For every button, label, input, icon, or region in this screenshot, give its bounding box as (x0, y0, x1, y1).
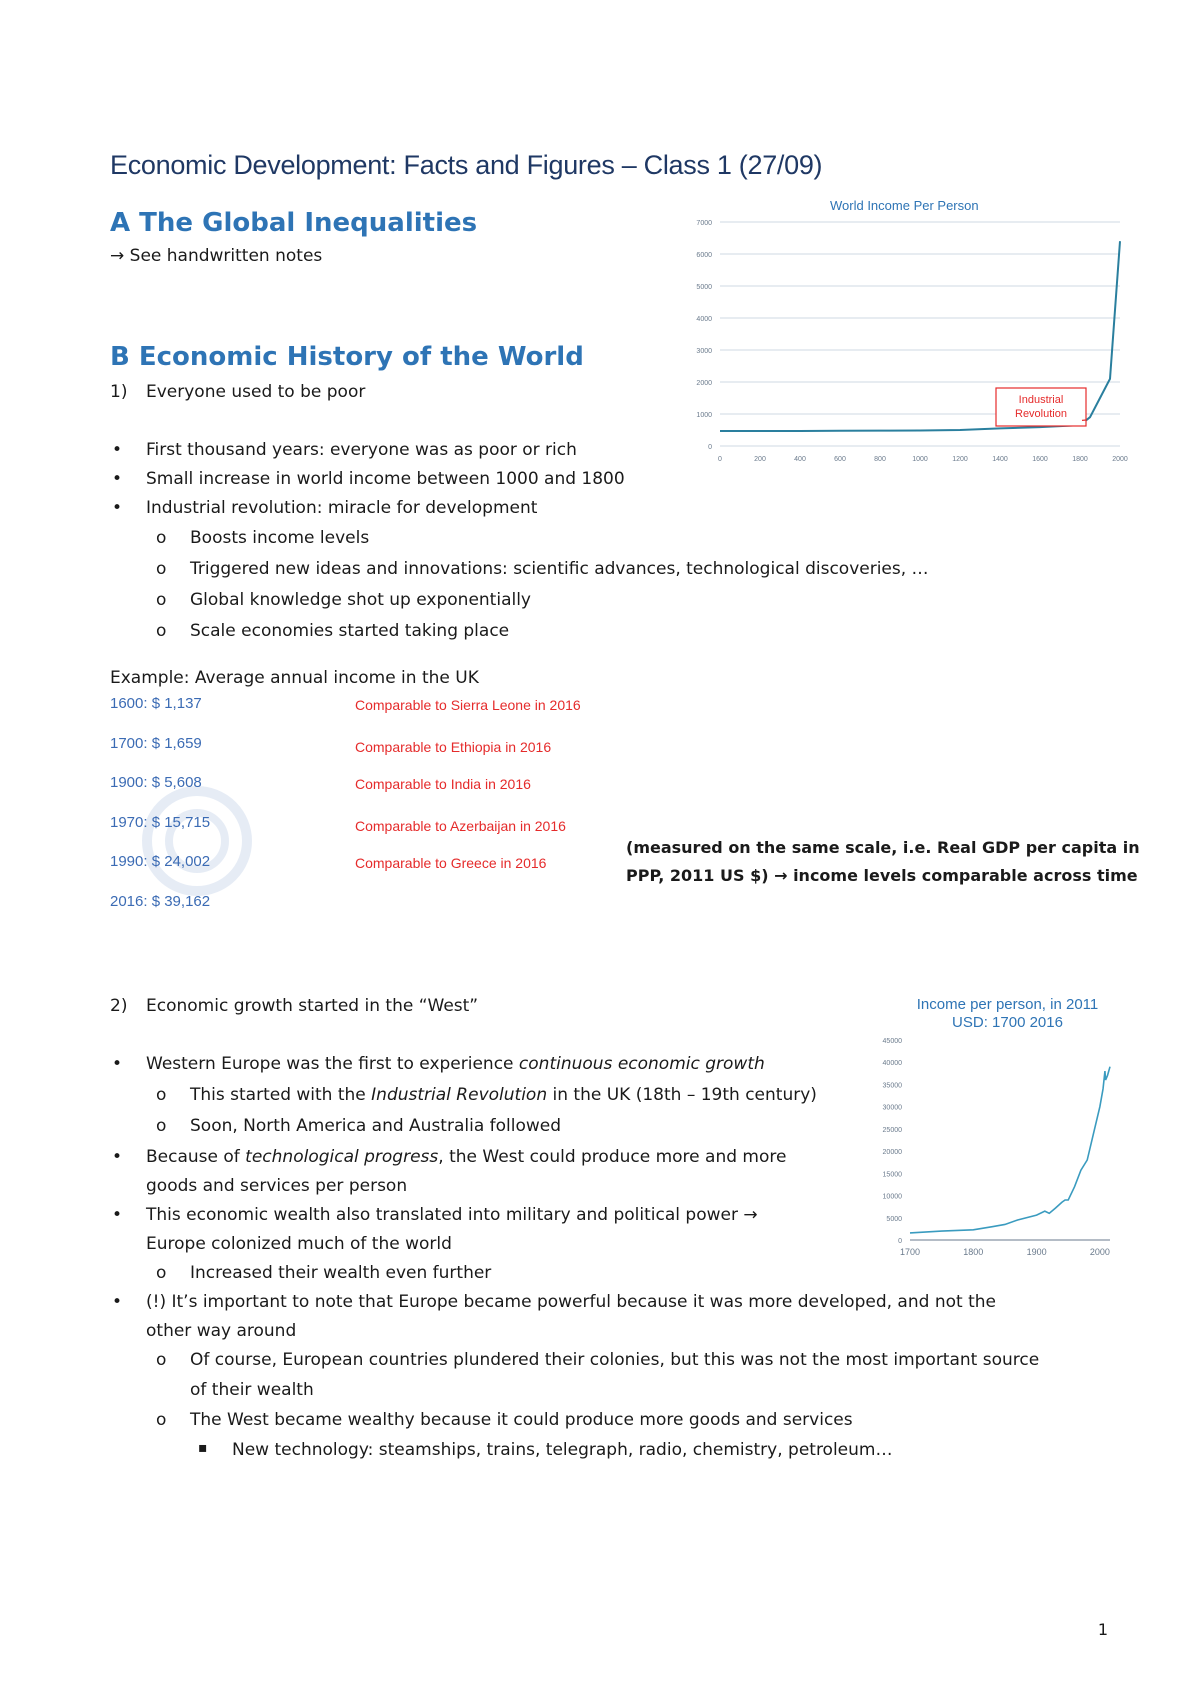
sub-bullet-marker (156, 1410, 166, 1430)
p2-sub-5: The West became wealthy because it could produce more goods and services (190, 1410, 853, 1430)
p2-bullet-2: Because of technological progress, the West could produce more and more (146, 1147, 787, 1167)
x-tick-label: 800 (874, 456, 886, 463)
p2-bullet-4-cont: other way around (146, 1321, 297, 1341)
sub-bullet-marker (156, 1116, 166, 1136)
x-tick-label: 0 (718, 456, 722, 463)
example-year-row: 1700: $ 1,659 (110, 735, 202, 752)
annotation-label-line1: Industrial (1018, 394, 1064, 406)
chart2-title-line2: USD: 1700 2016 (952, 1014, 1063, 1031)
example-year-row: 1970: $ 15,715 (110, 814, 211, 831)
p2-bullet-3: This economic wealth also translated into military and political power → (146, 1205, 758, 1225)
x-tick-label: 2000 (1112, 456, 1128, 463)
y-tick-label: 6000 (696, 252, 712, 259)
series-line (910, 1067, 1110, 1233)
sub-bullet-marker (156, 1085, 166, 1105)
example-compare-row: Comparable to Ethiopia in 2016 (355, 739, 552, 755)
example-year-row: 1600: $ 1,137 (110, 695, 202, 712)
chart-world-income (690, 192, 1130, 474)
p2-square-1: New technology: steamships, trains, telegraph, radio, chemistry, petroleum… (232, 1440, 893, 1460)
watermark-logo-icon (142, 786, 252, 896)
p1-bullet-2: Small increase in world income between 1000 and 1800 (146, 469, 625, 489)
chart1-title: World Income Per Person (830, 198, 979, 213)
bullet-marker (112, 440, 122, 460)
x-tick-label: 1700 (899, 1247, 921, 1257)
y-tick-label: 5000 (696, 284, 712, 291)
section-b-heading: B Economic History of the World (110, 342, 584, 372)
bullet-marker (112, 1292, 122, 1312)
p2-sub-2: Soon, North America and Australia followed (190, 1116, 562, 1136)
example-compare-row: Comparable to Azerbaijan in 2016 (355, 818, 566, 834)
example-year-row: 2016: $ 39,162 (110, 893, 211, 910)
sub-bullet-marker (156, 1263, 166, 1283)
point1-label: Everyone used to be poor (146, 382, 366, 402)
x-tick-label: 600 (834, 456, 846, 463)
y-tick-label: 15000 (882, 1171, 902, 1179)
y-tick-label: 10000 (882, 1193, 902, 1201)
y-tick-label: 30000 (882, 1104, 902, 1112)
x-tick-label: 1800 (963, 1247, 984, 1257)
x-tick-label: 2000 (1089, 1247, 1110, 1257)
bullet-marker (112, 498, 122, 518)
p1-bullet-3: Industrial revolution: miracle for development (146, 498, 538, 518)
p1-sub-3: Global knowledge shot up exponentially (190, 590, 531, 610)
p2-bullet-3-cont: Europe colonized much of the world (146, 1234, 452, 1254)
x-tick-label: 400 (794, 456, 806, 463)
sub-bullet-marker (156, 559, 166, 579)
y-tick-label: 25000 (882, 1126, 902, 1134)
y-tick-label: 45000 (882, 1038, 902, 1045)
y-tick-label: 35000 (882, 1082, 902, 1090)
sub-bullet-marker (156, 1350, 166, 1370)
bullet-marker (112, 1147, 122, 1167)
bullet-marker (112, 1054, 122, 1074)
p2-sub-1: This started with the Industrial Revolution in the UK (18th – 19th century) (190, 1085, 817, 1105)
y-tick-label: 1000 (696, 412, 712, 419)
chart-uk-income (870, 990, 1120, 1270)
example-compare-row: Comparable to India in 2016 (355, 776, 531, 792)
point1-number: 1) (110, 382, 128, 402)
p2-sub-4-cont: of their wealth (190, 1380, 314, 1400)
point2-label: Economic growth started in the “West” (146, 996, 479, 1016)
p1-sub-1: Boosts income levels (190, 528, 370, 548)
page-number: 1 (1097, 1620, 1108, 1639)
p2-bullet-1: Western Europe was the first to experience continuous economic growth (146, 1054, 765, 1074)
x-tick-label: 1400 (992, 456, 1008, 463)
x-tick-label: 1000 (912, 456, 928, 463)
x-tick-label: 1600 (1032, 456, 1048, 463)
x-tick-label: 200 (754, 456, 766, 463)
sub-bullet-marker (156, 528, 166, 548)
chart2-svg (870, 990, 1120, 1270)
y-tick-label: 20000 (882, 1149, 902, 1157)
y-tick-label: 7000 (696, 220, 712, 227)
y-tick-label: 0 (708, 444, 712, 451)
y-tick-label: 4000 (696, 316, 712, 323)
bullet-marker (112, 469, 122, 489)
p2-bullet-4: (!) It’s important to note that Europe became powerful because it was more developed, and not the (146, 1292, 996, 1312)
p2-sub-3: Increased their wealth even further (190, 1263, 492, 1283)
sub-bullet-marker (156, 590, 166, 610)
p1-bullet-1: First thousand years: everyone was as poor or rich (146, 440, 577, 460)
y-tick-label: 40000 (882, 1060, 902, 1068)
x-tick-label: 1200 (952, 456, 968, 463)
x-tick-label: 1800 (1072, 456, 1088, 463)
example-note-line1: (measured on the same scale, i.e. Real GDP per capita in (626, 838, 1140, 857)
section-a-heading: A The Global Inequalities (110, 208, 478, 238)
annotation-label-line2: Revolution (1015, 408, 1067, 420)
example-label: Example: Average annual income in the UK (110, 668, 479, 688)
square-bullet-marker (198, 1440, 208, 1456)
page-title: Economic Development: Facts and Figures – Class 1 (27/09) (110, 150, 823, 180)
bullet-marker (112, 1205, 122, 1225)
example-year-row: 1900: $ 5,608 (110, 774, 202, 791)
sub-bullet-marker (156, 621, 166, 641)
example-compare-row: Comparable to Greece in 2016 (355, 855, 547, 871)
y-tick-label: 3000 (696, 348, 712, 355)
chart1-svg (690, 192, 1130, 474)
example-compare-row: Comparable to Sierra Leone in 2016 (355, 697, 581, 713)
y-tick-label: 5000 (886, 1215, 902, 1223)
example-note-line2: PPP, 2011 US $) → income levels comparable across time (626, 866, 1138, 885)
point2-number: 2) (110, 996, 128, 1016)
x-tick-label: 1900 (1026, 1247, 1047, 1257)
p2-sub-4: Of course, European countries plundered their colonies, but this was not the most important source (190, 1350, 1040, 1370)
p1-sub-4: Scale economies started taking place (190, 621, 510, 641)
section-a-note: → See handwritten notes (110, 246, 323, 266)
p1-sub-2: Triggered new ideas and innovations: scientific advances, technological discoveries, … (190, 559, 929, 579)
y-tick-label: 0 (898, 1238, 902, 1245)
y-tick-label: 2000 (696, 380, 712, 387)
chart2-title-line1: Income per person, in 2011 (916, 996, 1099, 1013)
p2-bullet-2-cont: goods and services per person (146, 1176, 408, 1196)
example-year-row: 1990: $ 24,002 (110, 853, 211, 870)
